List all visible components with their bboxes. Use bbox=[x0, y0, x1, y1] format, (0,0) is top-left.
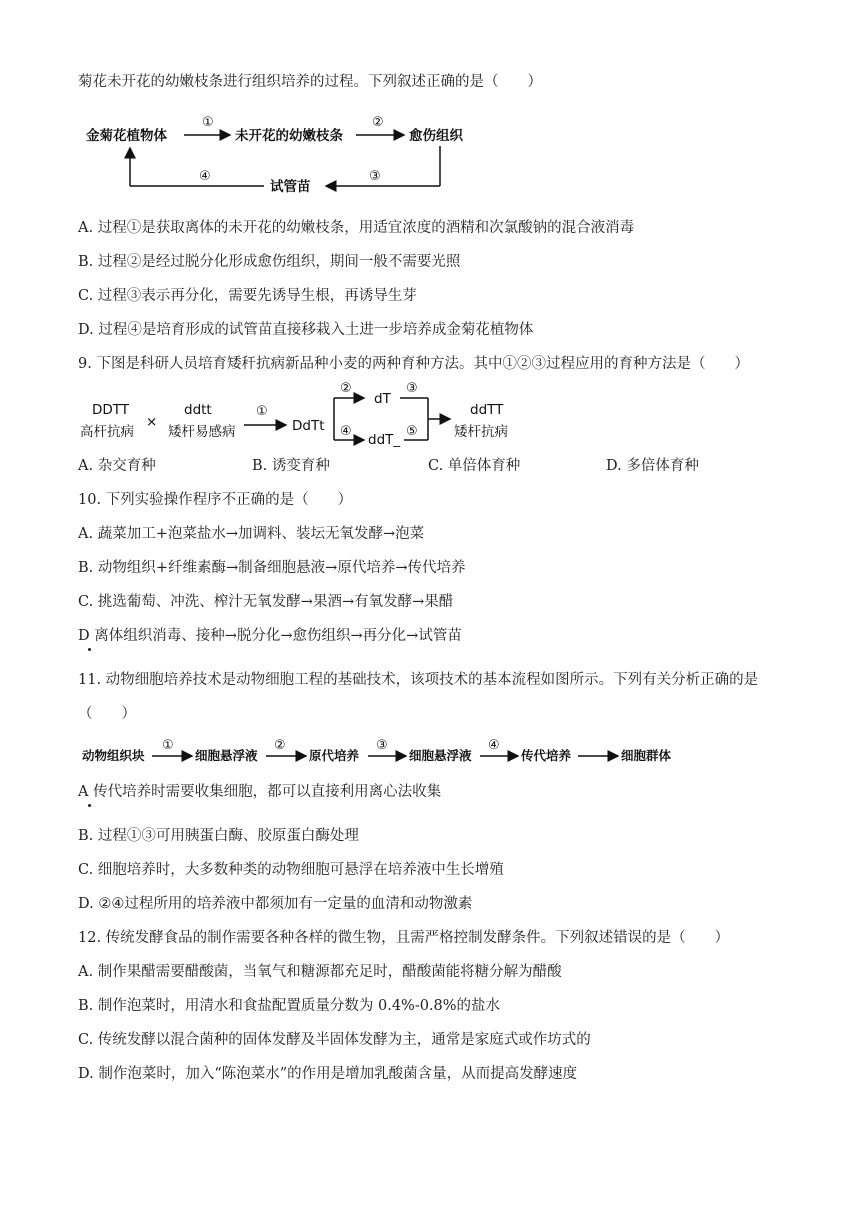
q12-option-d: D. 制作泡菜时，加入“陈泡菜水”的作用是增加乳酸菌含量，从而提高发酵速度 bbox=[78, 1066, 578, 1082]
q11-node-population: 细胞群体 bbox=[621, 748, 672, 763]
q10-option-a: A. 蔬菜加工+泡菜盐水→加调料、装坛无氧发酵→泡菜 bbox=[78, 526, 425, 542]
q11-option-c: C. 细胞培养时，大多数种类的动物细胞可悬浮在培养液中生长增殖 bbox=[78, 862, 504, 878]
q11-node-suspension1: 细胞悬浮液 bbox=[195, 748, 258, 763]
q9-result-genotype: ddTT bbox=[470, 402, 504, 418]
q11-step2-label: ② bbox=[274, 738, 286, 753]
q8-option-d: D. 过程④是培育形成的试管苗直接移栽入土进一步培养成金菊花植物体 bbox=[78, 322, 534, 338]
q8-node-plant: 金菊花植物体 bbox=[86, 128, 167, 144]
q8-step2-label: ② bbox=[372, 115, 384, 130]
q8-option-a: A. 过程①是获取离体的未开花的幼嫩枝条，用适宜浓度的酒精和次氯酸钠的混合液消毒 bbox=[78, 220, 635, 236]
q10-option-b: B. 动物组织+纤维素酶→制备细胞悬液→原代培养→传代培养 bbox=[78, 560, 466, 576]
q11-flow-diagram bbox=[78, 736, 698, 770]
q9-p1-genotype: DDTT bbox=[92, 402, 130, 418]
q9-p1-phenotype: 高杆抗病 bbox=[80, 424, 134, 440]
q9-p2-phenotype: 矮杆易感病 bbox=[168, 424, 236, 440]
q8-option-c: C. 过程③表示再分化，需要先诱导生根，再诱导生芽 bbox=[78, 288, 417, 304]
q12-stem: 12. 传统发酵食品的制作需要各种各样的微生物，且需严格控制发酵条件。下列叙述错误的是（ ） bbox=[78, 930, 730, 946]
q11-step4-label: ④ bbox=[488, 738, 500, 753]
q9-p2-genotype: ddtt bbox=[184, 402, 212, 418]
q9-step1-label: ① bbox=[256, 404, 268, 419]
q8-step1-label: ① bbox=[202, 115, 214, 130]
q9-upper-genotype: dT bbox=[374, 391, 391, 407]
q11-node-primary: 原代培养 bbox=[309, 748, 360, 763]
q9-step2-label: ② bbox=[340, 381, 352, 396]
q12-option-c: C. 传统发酵以混合菌种的固体发酵及半固体发酵为主，通常是家庭式或作坊式的 bbox=[78, 1032, 591, 1048]
q9-option-a: A. 杂交育种 bbox=[78, 458, 156, 474]
q10-option-d: D 离体组织消毒、接种→脱分化→愈伤组织→再分化→试管苗 bbox=[78, 628, 462, 644]
q8-node-branch: 未开花的幼嫩枝条 bbox=[235, 128, 343, 144]
q8-flow-diagram bbox=[78, 108, 498, 198]
q11-option-a-dot bbox=[88, 804, 91, 807]
q10-option-d-dot bbox=[88, 648, 91, 651]
q9-option-b: B. 诱变育种 bbox=[252, 458, 330, 474]
q9-f1-genotype: DdTt bbox=[292, 418, 325, 434]
q11-option-b: B. 过程①③可用胰蛋白酶、胶原蛋白酶处理 bbox=[78, 828, 359, 844]
q9-option-c: C. 单倍体育种 bbox=[428, 458, 521, 474]
q11-node-suspension2: 细胞悬浮液 bbox=[409, 748, 472, 763]
q11-node-tissue: 动物组织块 bbox=[82, 748, 145, 763]
q8-step4-label: ④ bbox=[199, 169, 211, 184]
q11-step1-label: ① bbox=[162, 738, 174, 753]
q8-step3-label: ③ bbox=[369, 169, 381, 184]
q10-option-c: C. 挑选葡萄、冲洗、榨汁无氧发酵→果酒→有氧发酵→果醋 bbox=[78, 594, 454, 610]
q12-option-b: B. 制作泡菜时，用清水和食盐配置质量分数为 0.4%-0.8%的盐水 bbox=[78, 998, 501, 1014]
q8-node-callus: 愈伤组织 bbox=[409, 128, 463, 144]
q9-result-phenotype: 矮杆抗病 bbox=[454, 424, 508, 440]
q11-stem-line1: 11. 动物细胞培养技术是动物细胞工程的基础技术，该项技术的基本流程如图所示。下列有关分析正确的是 bbox=[78, 672, 759, 688]
q9-step5-label: ⑤ bbox=[406, 424, 418, 439]
q8-stem-tail: 菊花未开花的幼嫩枝条进行组织培养的过程。下列叙述正确的是（ ） bbox=[78, 74, 542, 90]
q10-stem: 10. 下列实验操作程序不正确的是（ ） bbox=[78, 492, 353, 508]
q9-cross-sign: × bbox=[146, 414, 158, 430]
q11-option-d: D. ②④过程所用的培养液中都须加有一定量的血清和动物激素 bbox=[78, 896, 473, 912]
q11-node-passage: 传代培养 bbox=[521, 748, 572, 763]
q11-stem-line2: （ ） bbox=[78, 706, 136, 722]
q9-lower-genotype: ddT_ bbox=[368, 432, 401, 448]
q8-node-seedling: 试管苗 bbox=[270, 179, 311, 195]
q8-option-b: B. 过程②是经过脱分化形成愈伤组织，期间一般不需要光照 bbox=[78, 254, 461, 270]
q11-step3-label: ③ bbox=[376, 738, 388, 753]
q12-option-a: A. 制作果醋需要醋酸菌，当氧气和糖源都充足时，醋酸菌能将糖分解为醋酸 bbox=[78, 964, 562, 980]
q9-step4-label: ④ bbox=[340, 424, 352, 439]
q9-step3-label: ③ bbox=[406, 381, 418, 396]
q11-option-a: A 传代培养时需要收集细胞，都可以直接利用离心法收集 bbox=[78, 784, 442, 800]
q9-breeding-diagram bbox=[78, 378, 538, 450]
q9-option-d: D. 多倍体育种 bbox=[606, 458, 699, 474]
q9-stem: 9. 下图是科研人员培育矮秆抗病新品种小麦的两种育种方法。其中①②③过程应用的育种方法是（ ） bbox=[78, 356, 749, 372]
